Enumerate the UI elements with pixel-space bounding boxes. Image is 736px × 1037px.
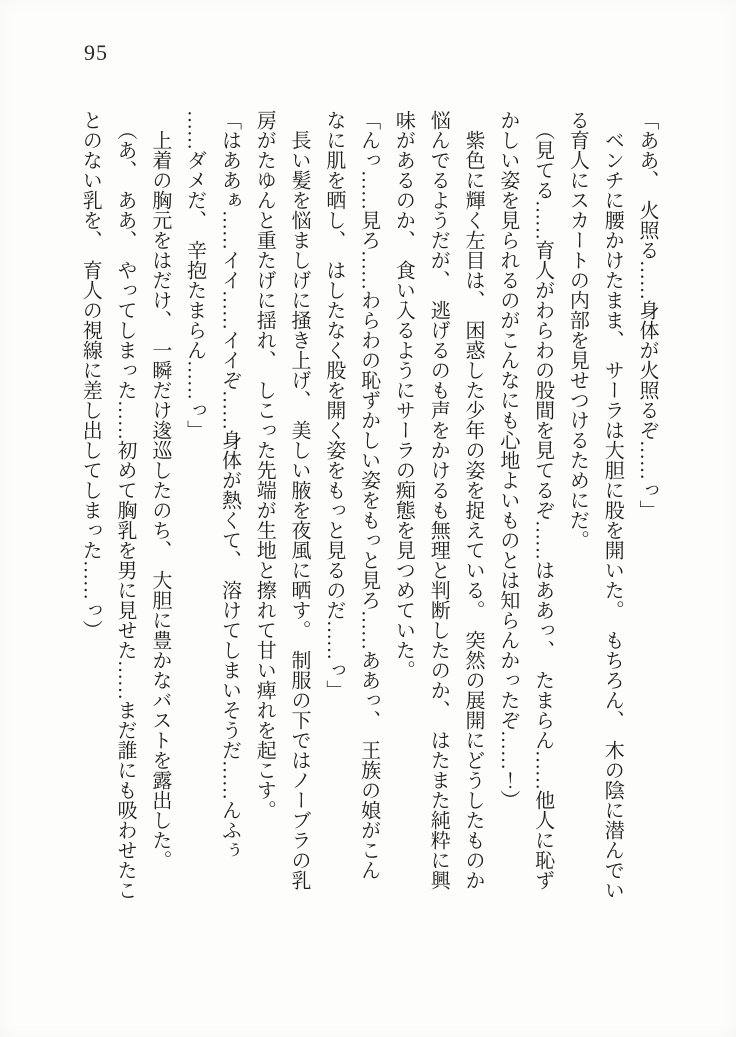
text-line: ベンチに腰かけたまま、 サーラは大胆に股を開いた。 もちろん、 木の陰に潜んでい (601, 110, 624, 900)
page-number: 95 (84, 40, 108, 65)
text-line: （あ、 ああ、 やってしまった……初めて胸乳を男に見せた……まだ誰にも吸わせたこ (114, 110, 137, 900)
text-line: 「はああぁ……イイ……イイぞ……身体が熱くて、 溶けてしまいそうだ……んふぅ (218, 110, 241, 860)
text-line: 房がたゆんと重たげに揺れ、 しこった先端が生地と擦れて甘い痺れを起こす。 (253, 110, 276, 820)
text-line: 悩んでるようだが、 逃げるのも声をかけるも無理と判断したのか、 はたまた純粋に興 (427, 110, 450, 890)
text-line: 「んっ……見ろ……わらわの恥ずかしい姿をもっと見ろ……ああっ、 王族の娘がこん (357, 110, 380, 880)
text-line: 紫色に輝く左目は、 困惑した少年の姿を捉えている。 突然の展開にどうしたものか (462, 110, 485, 890)
text-line: （見てる……育人がわらわの股間を見てるぞ……はああっ、 たまらん……他人に恥ず (531, 110, 554, 890)
text-line: なに肌を晒し、 はしたなく股を開く姿をもっと見るのだ……っ」 (322, 110, 345, 700)
text-line: 「ああ、 火照る……身体が火照るぞ……っ」 (636, 110, 658, 520)
text-line: かしい姿を見られるのがこんなにも心地よいものとは知らんかったぞ……！） (496, 110, 519, 810)
text-line: とのない乳を、 育人の視線に差し出してしまった……っ） (79, 110, 102, 640)
page-text (72, 110, 664, 1015)
text-line: 長い髪を悩ましげに掻き上げ、 美しい腋を夜風に晒す。 制服の下ではノーブラの乳 (288, 110, 311, 890)
text-line: 上着の胸元をはだけ、 一瞬だけ逡巡したのち、 大胆に豊かなバストを露出した。 (148, 110, 171, 870)
text-line: 味があるのか、 食い入るようにサーラの痴態を見つめていた。 (392, 110, 415, 680)
text-line: ……ダメだ、 辛抱たまらん……っ」 (183, 110, 206, 440)
text-line: る育人にスカートの内部を見せつけるためにだ。 (566, 110, 589, 550)
